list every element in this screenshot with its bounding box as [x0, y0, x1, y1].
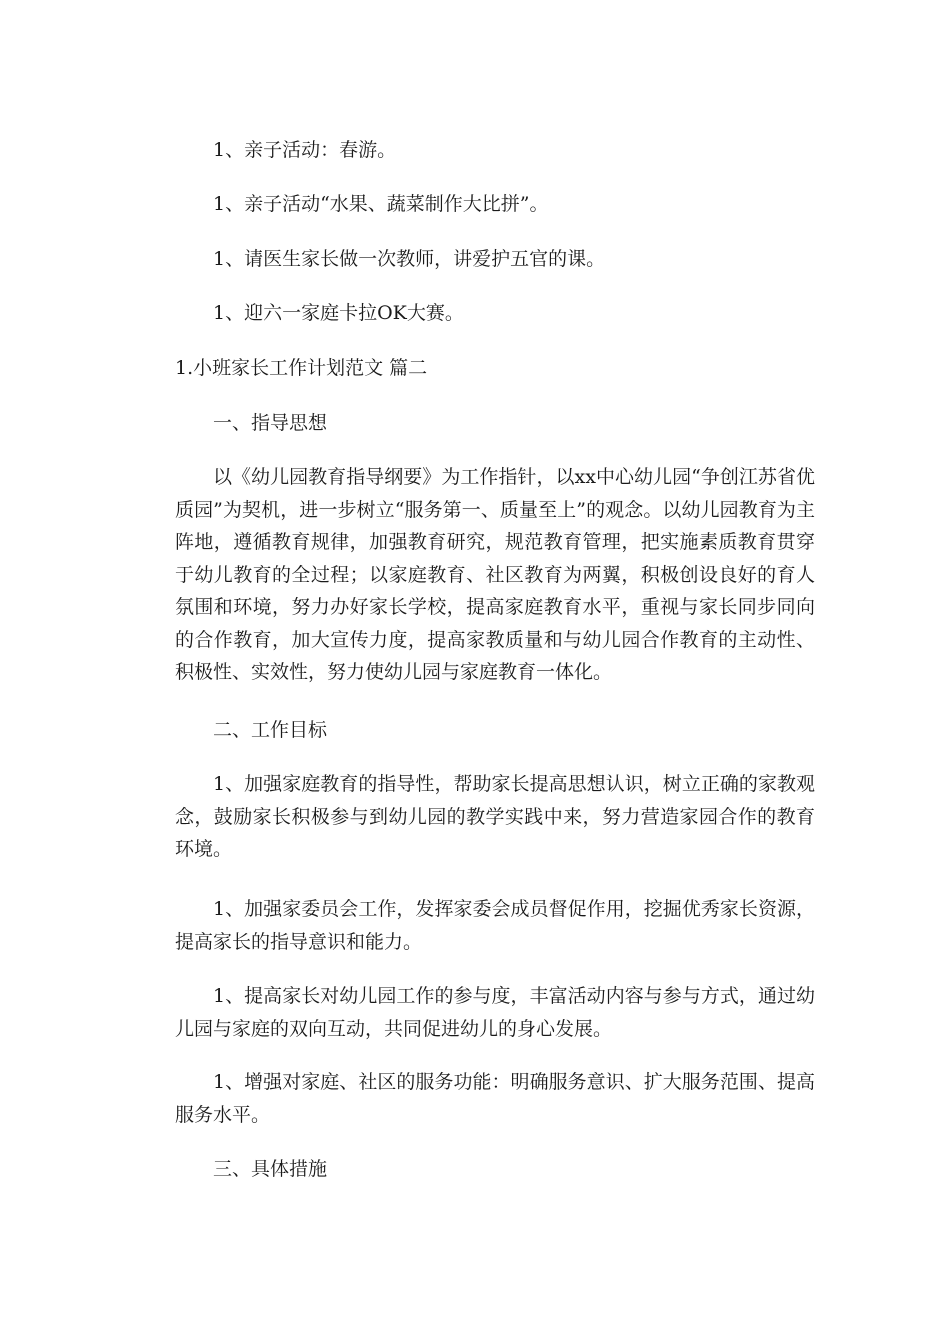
goal-paragraph-2: 1、加强家委员会工作，发挥家委会成员督促作用，挖掘优秀家长资源，提高家长的指导意识和能力。	[175, 898, 815, 953]
section-heading: 1.小班家长工作计划范文 篇二	[175, 357, 428, 379]
goal-paragraph-1: 1、加强家庭教育的指导性，帮助家长提高思想认识，树立正确的家教观念，鼓励家长积极参与到幼儿园的教学实践中来，努力营造家园合作的教育环境。	[175, 773, 815, 860]
paragraph-guiding-thought: 以《幼儿园教育指导纲要》为工作指针，以xx中心幼儿园“争创江苏省优质园”为契机，进一步树立“服务第一、质量至上”的观念。以幼儿园教育为主阵地，遵循教育规律，加强教育研究，规范教育管理，把实施素质教育贯穿于幼儿教育的全过程；以家庭教育、社区教育为两翼，积极创设良好的育人氛围和环境，努力办好家长学校，提高家庭教育水平，重视与家长同步同向的合作教育，加大宣传力度，提高家教质量和与幼儿园合作教育的主动性、积极性、实效性，努力使幼儿园与家庭教育一体化。	[175, 466, 815, 683]
heading-guiding-thought: 一、指导思想	[213, 412, 328, 434]
list-item-doctor-lesson: 1、请医生家长做一次教师，讲爱护五官的课。	[213, 248, 606, 270]
list-item-fruit-vegetable-contest: 1、亲子活动“水果、蔬菜制作大比拼”。	[213, 193, 549, 215]
heading-work-goals: 二、工作目标	[213, 719, 328, 741]
list-item-spring-outing: 1、亲子活动：春游。	[213, 139, 397, 161]
heading-specific-measures: 三、具体措施	[213, 1158, 328, 1180]
goal-paragraph-3: 1、提高家长对幼儿园工作的参与度，丰富活动内容与参与方式，通过幼儿园与家庭的双向互动，共同促进幼儿的身心发展。	[175, 985, 815, 1040]
goal-paragraph-4: 1、增强对家庭、社区的服务功能：明确服务意识、扩大服务范围、提高服务水平。	[175, 1071, 815, 1126]
list-item-karaoke-contest: 1、迎六一家庭卡拉OK大赛。	[213, 302, 464, 324]
